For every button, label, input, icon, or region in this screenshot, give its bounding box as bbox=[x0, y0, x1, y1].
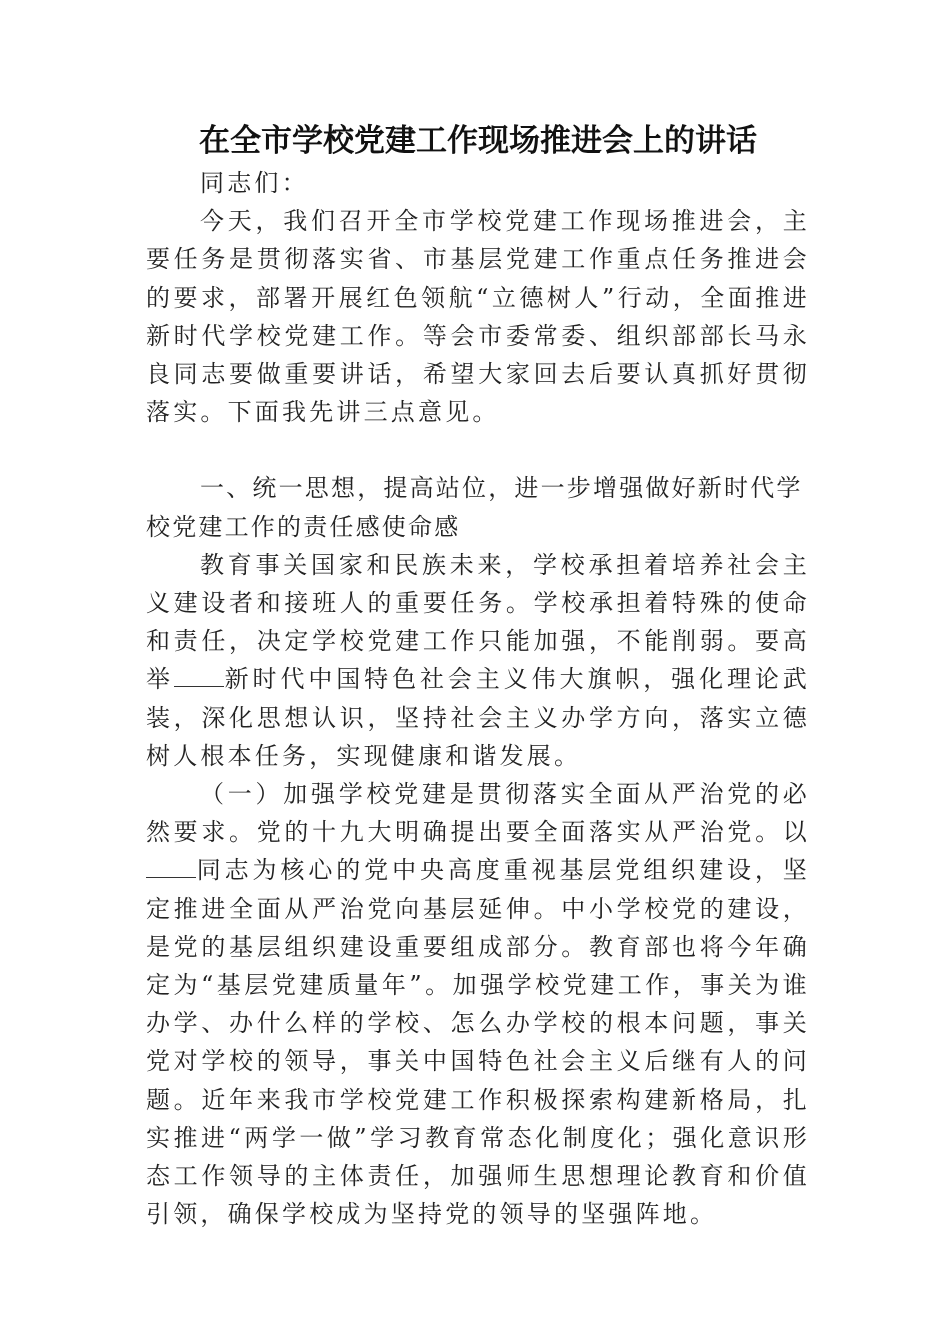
paragraph-spacer bbox=[146, 431, 810, 469]
intro-paragraph: 今天，我们召开全市学校党建工作现场推进会，主要任务是贯彻落实省、市基层党建工作重点任务推进会的要求，部署开展红色领航“立德树人”行动，全面推进新时代学校党建工作。等会市委常委、组织部部长马永良同志要做重要讲话，希望大家回去后要认真抓好贯彻落实。下面我先讲三点意见。 bbox=[146, 207, 810, 427]
paragraph-text-part: （一）加强学校党建是贯彻落实全面从严治党的必然要求。党的十九大明确提出要全面落实从严治党。以 bbox=[146, 780, 810, 847]
document-title: 在全市学校党建工作现场推进会上的讲话 bbox=[199, 123, 757, 159]
subsection-paragraph bbox=[146, 775, 810, 1233]
fill-in-blank bbox=[174, 666, 224, 687]
section-paragraph bbox=[146, 546, 810, 775]
paragraph-text-part: 教育事关国家和民族未来，学校承担着培养社会主义建设者和接班人的重要任务。学校承担着特殊的使命和责任，决定学校党建工作只能加强，不能削弱。要高举 bbox=[146, 550, 810, 694]
section-heading: 一、统一思想，提高站位，进一步增强做好新时代学校党建工作的责任感使命感 bbox=[146, 474, 803, 541]
document-body bbox=[146, 118, 810, 1233]
salutation: 同志们： bbox=[200, 169, 309, 197]
paragraph-text-part: 新时代中国特色社会主义伟大旗帜，强化理论武装，深化思想认识，坚持社会主义办学方向，落实立德树人根本任务，实现健康和谐发展。 bbox=[146, 665, 811, 770]
paragraph-text-part: 同志为核心的党中央高度重视基层党组织建设，坚定推进全面从严治党向基层延伸。中小学校党的建设，是党的基层组织建设重要组成部分。教育部也将今年确定为“基层党建质量年”。加强学校党建工作，事关为谁办学、办什么样的学校、怎么办学校的根本问题，事关党对学校的领导，事关中国特色社会主义后继有人的问题。近年来我市学校党建工作积极探索构建新格局，扎实推进“两学一做”学习教育常态化制度化；强化意识形态工作领导的主体责任，加强师生思想理论教育和价值引领，确保学校成为坚持党的领导的坚强阵地。 bbox=[146, 856, 810, 1229]
fill-in-blank bbox=[146, 857, 196, 878]
